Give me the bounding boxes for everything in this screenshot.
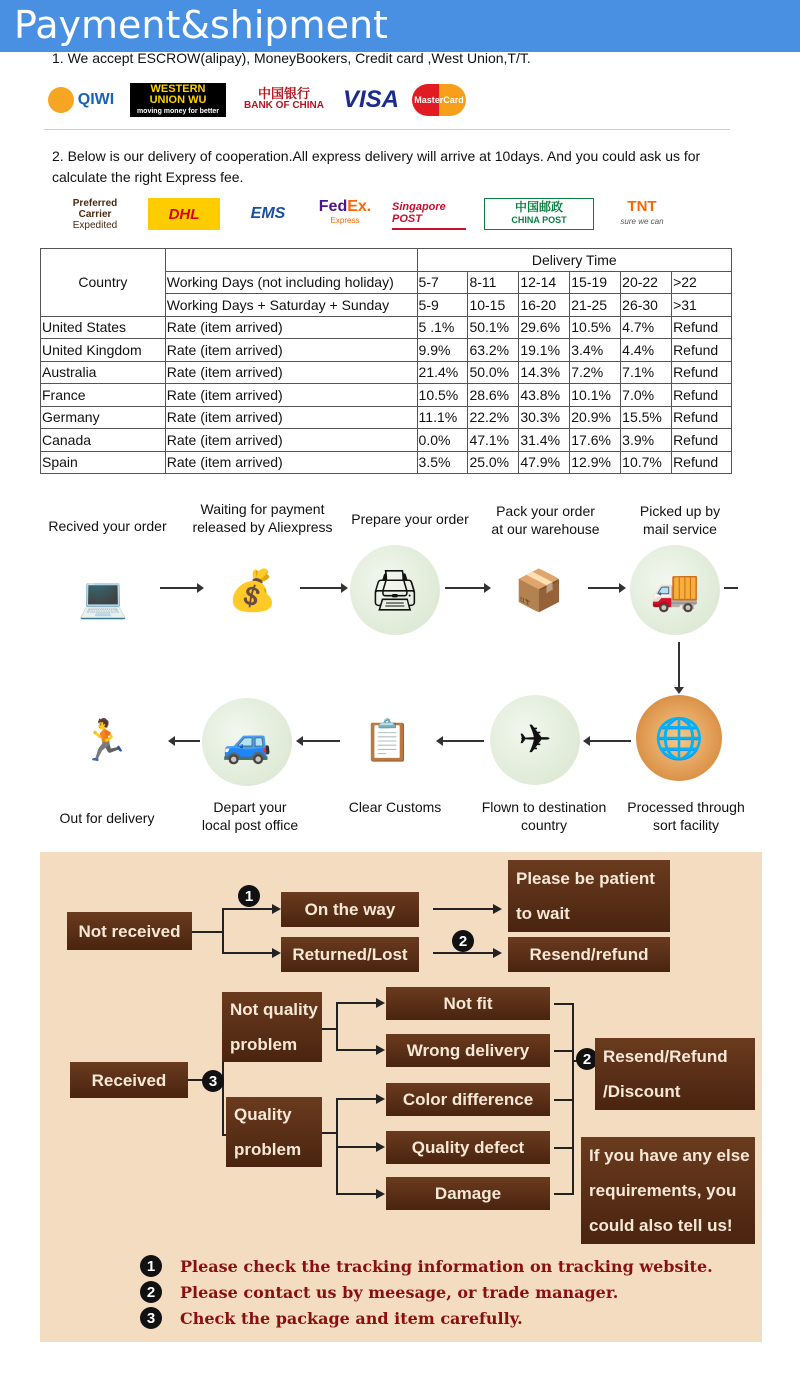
table-cell: 63.2% xyxy=(468,339,519,362)
table-cell: 25.0% xyxy=(468,451,519,474)
not-quality-problem-box: Not quality problem xyxy=(222,992,322,1062)
shipping-process-flow xyxy=(0,490,800,850)
table-cell: Rate (item arrived) xyxy=(165,361,417,384)
table-cell: 20-22 xyxy=(621,271,672,294)
packing-worker-icon: 📦 xyxy=(514,568,564,613)
delivery-time-header: Delivery Time xyxy=(417,249,731,272)
airplane-icon: ✈ xyxy=(490,695,580,785)
divider xyxy=(44,129,730,130)
country-cell: Canada xyxy=(41,429,166,452)
table-cell: 9.9% xyxy=(417,339,468,362)
table-cell: 21-25 xyxy=(570,294,621,317)
arrow-head xyxy=(272,948,281,958)
connector xyxy=(322,1132,336,1134)
step-picked-up: Picked up by mail service xyxy=(639,503,721,537)
table-cell: 50.0% xyxy=(468,361,519,384)
china-post-logo: 中国邮政 CHINA POST xyxy=(484,198,594,230)
damage-box: Damage xyxy=(386,1177,550,1210)
connector xyxy=(554,1147,572,1149)
table-row xyxy=(41,384,732,407)
table-cell: 22.2% xyxy=(468,406,519,429)
arrow-head xyxy=(376,998,385,1008)
connector xyxy=(222,952,272,954)
table-cell: 21.4% xyxy=(417,361,468,384)
table-cell: 5-9 xyxy=(417,294,468,317)
tnt-logo: TNT sure we can xyxy=(620,198,664,226)
table-cell: Refund xyxy=(672,406,732,429)
sort-facility-icon: 🌐 xyxy=(636,695,722,781)
delivery-time-table xyxy=(40,248,732,474)
order-computer-icon: 💻 xyxy=(78,576,128,620)
table-row xyxy=(41,339,732,362)
table-cell: 10.7% xyxy=(621,451,672,474)
table-cell: 11.1% xyxy=(417,406,468,429)
note-contact: Please contact us by meesage, or trade manager. xyxy=(180,1283,619,1302)
quality-problem-box: Quality problem xyxy=(226,1097,322,1167)
flow-arrow xyxy=(160,587,202,589)
step-number-2: 2 xyxy=(452,930,474,952)
connector xyxy=(554,1193,572,1195)
table-cell: >31 xyxy=(672,294,732,317)
table-cell: 7.2% xyxy=(570,361,621,384)
singpost-logo: Singapore POST xyxy=(392,198,466,230)
table-cell: Rate (item arrived) xyxy=(165,384,417,407)
table-row xyxy=(41,429,732,452)
resend-refund-box: Resend/refund xyxy=(508,937,670,972)
flow-arrow xyxy=(585,740,631,742)
note-number-2: 2 xyxy=(140,1281,162,1303)
step-received-order: Recived your order xyxy=(48,518,167,534)
connector xyxy=(336,1098,376,1100)
connector xyxy=(554,1099,572,1101)
table-cell: Refund xyxy=(672,339,732,362)
table-cell: 0.0% xyxy=(417,429,468,452)
connector xyxy=(433,952,493,954)
after-sale-chart xyxy=(40,852,762,1342)
step-prepare-order: Prepare your order xyxy=(351,511,469,527)
connector xyxy=(336,1002,376,1004)
table-cell: 4.4% xyxy=(621,339,672,362)
table-cell: 5 .1% xyxy=(417,316,468,339)
mastercard-logo: MasterCard xyxy=(412,84,466,116)
table-cell: 14.3% xyxy=(519,361,570,384)
arrow-head xyxy=(493,904,502,914)
table-cell: 19.1% xyxy=(519,339,570,362)
note-check-package: Check the package and item carefully. xyxy=(180,1309,523,1328)
delivery-intro: 2. Below is our delivery of cooperation.All express delivery will arrive at 10days. And you could ask us for calculate the right Express fee. xyxy=(52,148,701,185)
step-number-2b: 2 xyxy=(576,1048,598,1070)
connector xyxy=(433,908,493,910)
table-cell: Refund xyxy=(672,316,732,339)
table-cell: 20.9% xyxy=(570,406,621,429)
step-depart-post-office: Depart your local post office xyxy=(201,799,299,833)
flow-arrow xyxy=(170,740,200,742)
arrow-head xyxy=(376,1142,385,1152)
connector xyxy=(554,1003,572,1005)
please-be-patient-box: Please be patient to wait xyxy=(508,860,670,932)
step-waiting-payment: Waiting for payment released by Aliexpress xyxy=(192,501,333,535)
table-cell: 28.6% xyxy=(468,384,519,407)
table-cell: 3.5% xyxy=(417,451,468,474)
table-cell: 7.1% xyxy=(621,361,672,384)
table-cell: Refund xyxy=(672,384,732,407)
table-row xyxy=(41,451,732,474)
ems-logo: EMS xyxy=(250,205,286,222)
on-the-way-box: On the way xyxy=(281,892,419,927)
connector xyxy=(336,1049,376,1051)
table-cell: Working Days (not including holiday) xyxy=(165,271,417,294)
page-banner: Payment&shipment xyxy=(0,0,800,52)
received-box: Received xyxy=(70,1062,188,1098)
table-cell: Refund xyxy=(672,429,732,452)
table-cell: 15-19 xyxy=(570,271,621,294)
table-row xyxy=(41,361,732,384)
flow-arrow-down xyxy=(678,642,680,692)
wrong-delivery-box: Wrong delivery xyxy=(386,1034,550,1067)
qiwi-logo: QIWI xyxy=(44,83,118,117)
table-cell: Rate (item arrived) xyxy=(165,339,417,362)
not-received-box: Not received xyxy=(67,912,192,950)
arrow-head xyxy=(376,1094,385,1104)
arrow-head xyxy=(493,948,502,958)
printer-icon: 🖨 xyxy=(350,545,440,635)
connector xyxy=(336,1146,376,1148)
returned-lost-box: Returned/Lost xyxy=(281,937,419,972)
table-header-row xyxy=(41,249,732,272)
quality-defect-box: Quality defect xyxy=(386,1131,550,1164)
step-out-for-delivery: Out for delivery xyxy=(59,810,155,826)
flow-arrow xyxy=(438,740,484,742)
country-cell: Germany xyxy=(41,406,166,429)
table-cell: >22 xyxy=(672,271,732,294)
table-cell: 7.0% xyxy=(621,384,672,407)
step-number-1: 1 xyxy=(238,885,260,907)
step-clear-customs: Clear Customs xyxy=(348,799,442,815)
table-cell: 5-7 xyxy=(417,271,468,294)
table-cell: 15.5% xyxy=(621,406,672,429)
table-cell: 16-20 xyxy=(519,294,570,317)
note-number-1: 1 xyxy=(140,1255,162,1277)
table-cell: Rate (item arrived) xyxy=(165,451,417,474)
table-cell: Refund xyxy=(672,451,732,474)
table-cell: Rate (item arrived) xyxy=(165,429,417,452)
table-cell: 26-30 xyxy=(621,294,672,317)
connector xyxy=(322,1028,336,1030)
table-cell: 50.1% xyxy=(468,316,519,339)
color-difference-box: Color difference xyxy=(386,1083,550,1116)
table-cell: 47.9% xyxy=(519,451,570,474)
table-row xyxy=(41,406,732,429)
step-processed: Processed through sort facility xyxy=(627,799,745,833)
country-cell: Spain xyxy=(41,451,166,474)
arrow-head xyxy=(272,904,281,914)
table-cell: 12.9% xyxy=(570,451,621,474)
country-cell: United States xyxy=(41,316,166,339)
connector xyxy=(554,1050,572,1052)
flow-arrow xyxy=(445,587,489,589)
table-cell: 43.8% xyxy=(519,384,570,407)
note-number-3: 3 xyxy=(140,1307,162,1329)
connector xyxy=(192,931,222,933)
table-cell: 12-14 xyxy=(519,271,570,294)
fedex-logo: FedEx. Express xyxy=(318,198,372,225)
table-row xyxy=(41,316,732,339)
table-cell: 3.4% xyxy=(570,339,621,362)
bank-of-china-logo: 中国银行 BANK OF CHINA xyxy=(244,86,324,111)
step-pack-order: Pack your order at our warehouse xyxy=(491,503,600,537)
connector xyxy=(336,1193,376,1195)
table-cell: 31.4% xyxy=(519,429,570,452)
table-cell: Refund xyxy=(672,361,732,384)
step-flown: Flown to destination country xyxy=(481,799,607,833)
connector xyxy=(336,1002,338,1050)
table-cell: 10.1% xyxy=(570,384,621,407)
payment-logos xyxy=(44,80,466,120)
table-cell: 47.1% xyxy=(468,429,519,452)
ups-logo: Preferred Carrier Expedited xyxy=(72,197,118,231)
payment-intro: 1. We accept ESCROW(alipay), MoneyBookers, Credit card ,West Union,T/T. xyxy=(52,50,531,66)
country-header: Country xyxy=(41,249,166,317)
country-cell: United Kingdom xyxy=(41,339,166,362)
other-requirements-box: If you have any else requirements, you could also tell us! xyxy=(581,1137,755,1244)
table-cell: 3.9% xyxy=(621,429,672,452)
arrow-head xyxy=(376,1045,385,1055)
flow-arrow xyxy=(300,587,346,589)
table-cell: Working Days + Saturday + Sunday xyxy=(165,294,417,317)
table-cell: 29.6% xyxy=(519,316,570,339)
visa-logo: VISA xyxy=(342,86,399,113)
table-cell: 30.3% xyxy=(519,406,570,429)
money-bag-icon: 💰 xyxy=(227,569,278,613)
connector xyxy=(222,908,272,910)
delivery-man-icon: 🏃 xyxy=(80,718,130,763)
connector xyxy=(572,1003,574,1195)
not-fit-box: Not fit xyxy=(386,987,550,1020)
carrier-logos xyxy=(60,196,672,232)
table-cell: 10.5% xyxy=(417,384,468,407)
truck-icon: 🚚 xyxy=(630,545,720,635)
customs-icon: 📋 xyxy=(362,718,413,763)
table-cell: 10-15 xyxy=(468,294,519,317)
connector xyxy=(222,908,224,954)
table-cell: Rate (item arrived) xyxy=(165,406,417,429)
country-cell: Australia xyxy=(41,361,166,384)
dhl-logo: DHL xyxy=(148,198,220,230)
flow-line xyxy=(724,587,738,589)
table-cell: 10.5% xyxy=(570,316,621,339)
flow-arrow xyxy=(298,740,340,742)
step-number-3: 3 xyxy=(202,1070,224,1092)
car-icon: 🚙 xyxy=(202,698,292,786)
arrow-head xyxy=(376,1189,385,1199)
flow-arrow xyxy=(588,587,624,589)
table-cell: 17.6% xyxy=(570,429,621,452)
note-tracking: Please check the tracking information on tracking website. xyxy=(180,1257,713,1276)
country-cell: France xyxy=(41,384,166,407)
table-cell: Rate (item arrived) xyxy=(165,316,417,339)
western-union-logo: WESTERN UNION WU moving money for better xyxy=(130,83,226,117)
table-cell: 8-11 xyxy=(468,271,519,294)
resend-refund-discount-box: Resend/Refund /Discount xyxy=(595,1038,755,1110)
table-cell: 4.7% xyxy=(621,316,672,339)
